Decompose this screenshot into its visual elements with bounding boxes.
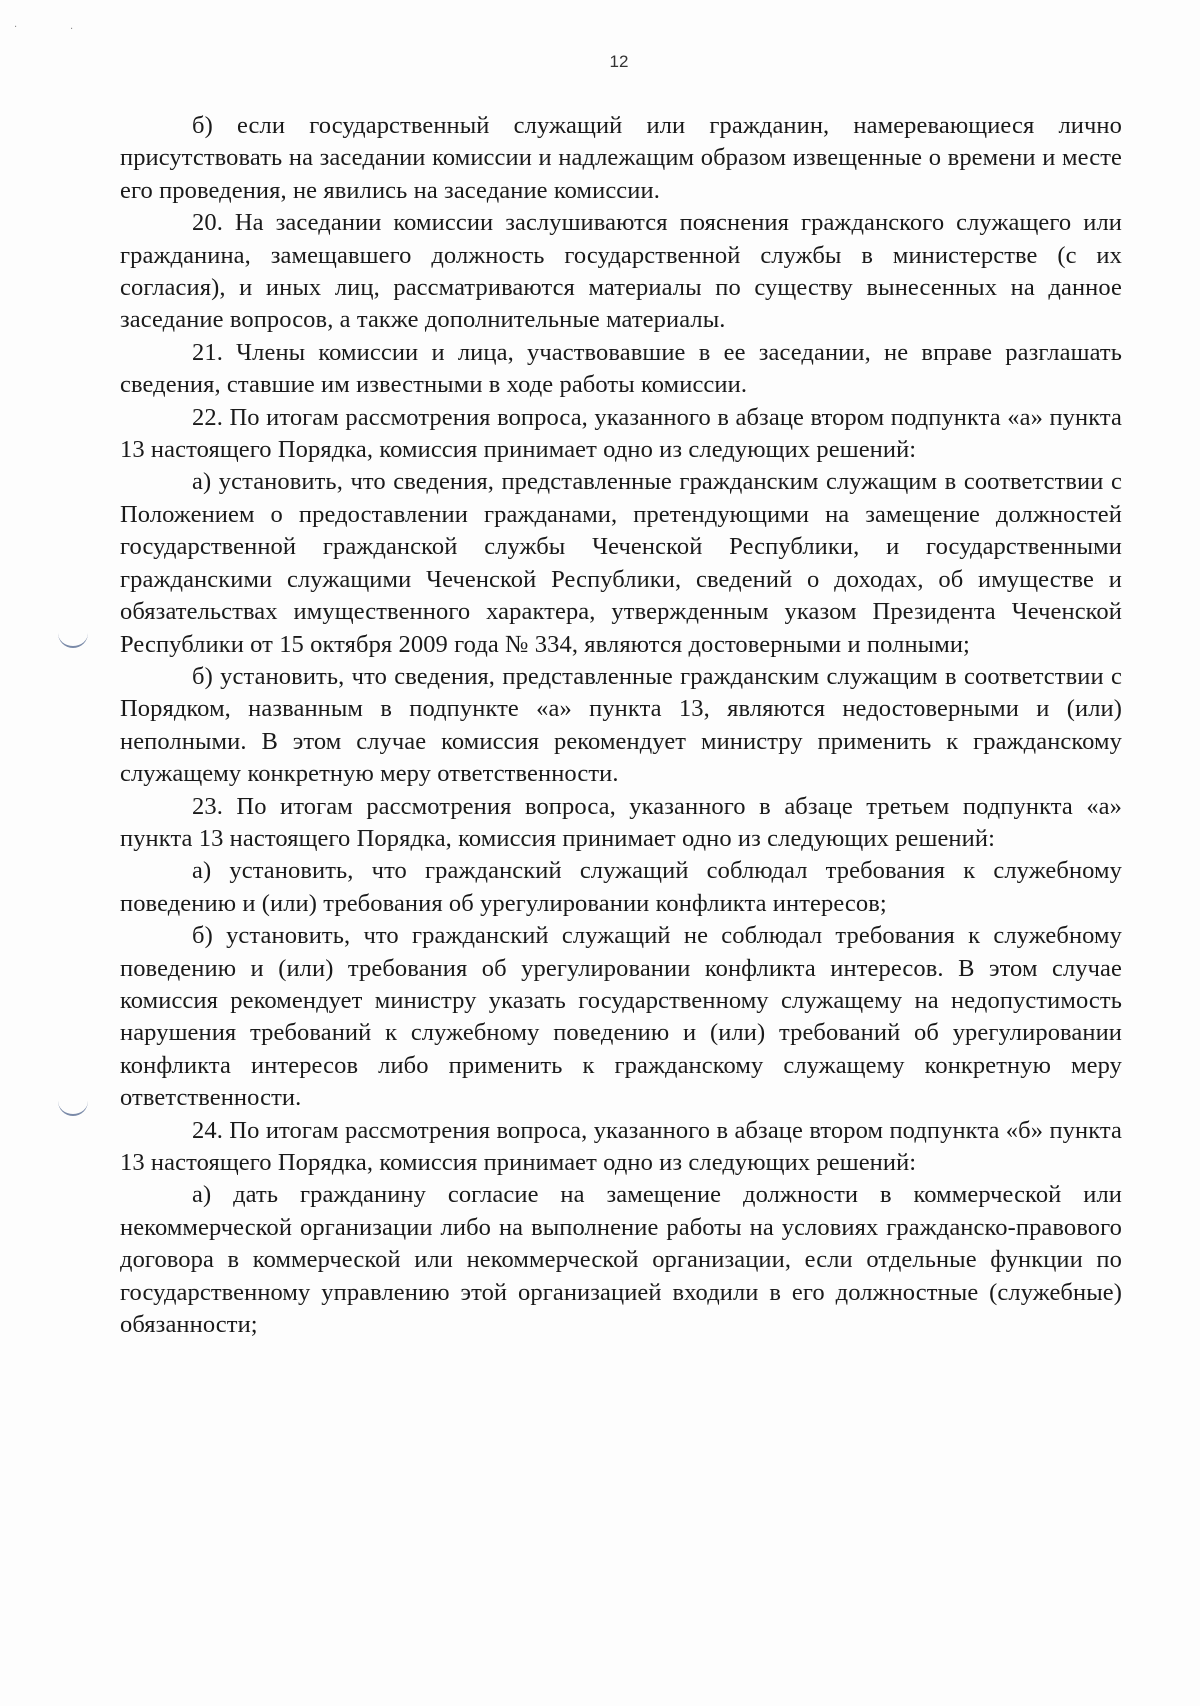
paragraph: 22. По итогам рассмотрения вопроса, указанного в абзаце втором подпункта «а» пункта 13 настоящего Порядка, комиссия принимает одно из следующих решений:	[120, 403, 1122, 464]
scan-speck: ·	[70, 24, 74, 35]
paragraph: а) дать гражданину согласие на замещение должности в коммерческой или некоммерческой организации либо на выполнение работы на условиях гражданско-правового договора в коммерческой или некоммерческой организации, если отдельные функции по государственному управлению этой организацией входили в его должностные (служебные) обязанности;	[120, 1181, 1122, 1339]
binder-hole-mark	[58, 630, 88, 648]
paragraph: 20. На заседании комиссии заслушиваются пояснения гражданского служащего или гражданина, замещавшего должность государственной службы в министерстве (с их согласия), и иных лиц, рассматриваются материалы по существу вынесенных на данное заседание вопросов, а также дополнительные материалы.	[120, 209, 1122, 334]
document-body	[120, 110, 1122, 1341]
paragraph: 24. По итогам рассмотрения вопроса, указанного в абзаце втором подпункта «б» пункта 13 настоящего Порядка, комиссия принимает одно из следующих решений:	[120, 1116, 1122, 1176]
paragraph: а) установить, что сведения, представленные гражданским служащим в соответствии с Положением о предоставлении гражданами, претендующими на замещение должностей государственной гражданской службы Чеченской Республики, и государственными гражданскими служащими Чеченской Республики, сведений о доходах, об имуществе и обязательствах имущественного характера, утвержденным указом Президента Чеченской Республики от 15 октября 2009 года № 334, являются достоверными и полными;	[120, 468, 1122, 658]
paragraph: б) установить, что гражданский служащий не соблюдал требования к служебному поведению и (или) требования об урегулировании конфликта интересов. В этом случае комиссия рекомендует министру указать государственному служащему на недопустимость нарушения требований к служебному поведению и (или) требований об урегулировании конфликта интересов либо применить к гражданскому служащему конкретную меру ответственности.	[120, 922, 1122, 1112]
binder-hole-mark	[58, 1098, 88, 1116]
page-number: 12	[609, 52, 629, 71]
paragraph: а) установить, что гражданский служащий соблюдал требования к служебному поведению и (или) требования об урегулировании конфликта интересов;	[120, 857, 1122, 917]
paragraph: б) установить, что сведения, представленные гражданским служащим в соответствии с Порядком, названным в подпункте «а» пункта 13, являются недостоверными и (или) неполными. В этом случае комиссия рекомендует министру применить к гражданскому служащему конкретную меру ответственности.	[120, 662, 1122, 788]
paragraph: 21. Члены комиссии и лица, участвовавшие в ее заседании, не вправе разглашать сведения, ставшие им известными в ходе работы комиссии.	[120, 338, 1122, 399]
scan-speck: ·	[14, 22, 18, 33]
paragraph: б) если государственный служащий или гражданин, намеревающиеся лично присутствовать на заседании комиссии и надлежащим образом извещенные о времени и месте его проведения, не явились на заседание комиссии.	[120, 112, 1122, 204]
paragraph: 23. По итогам рассмотрения вопроса, указанного в абзаце третьем подпункта «а» пункта 13 настоящего Порядка, комиссия принимает одно из следующих решений:	[120, 792, 1122, 852]
